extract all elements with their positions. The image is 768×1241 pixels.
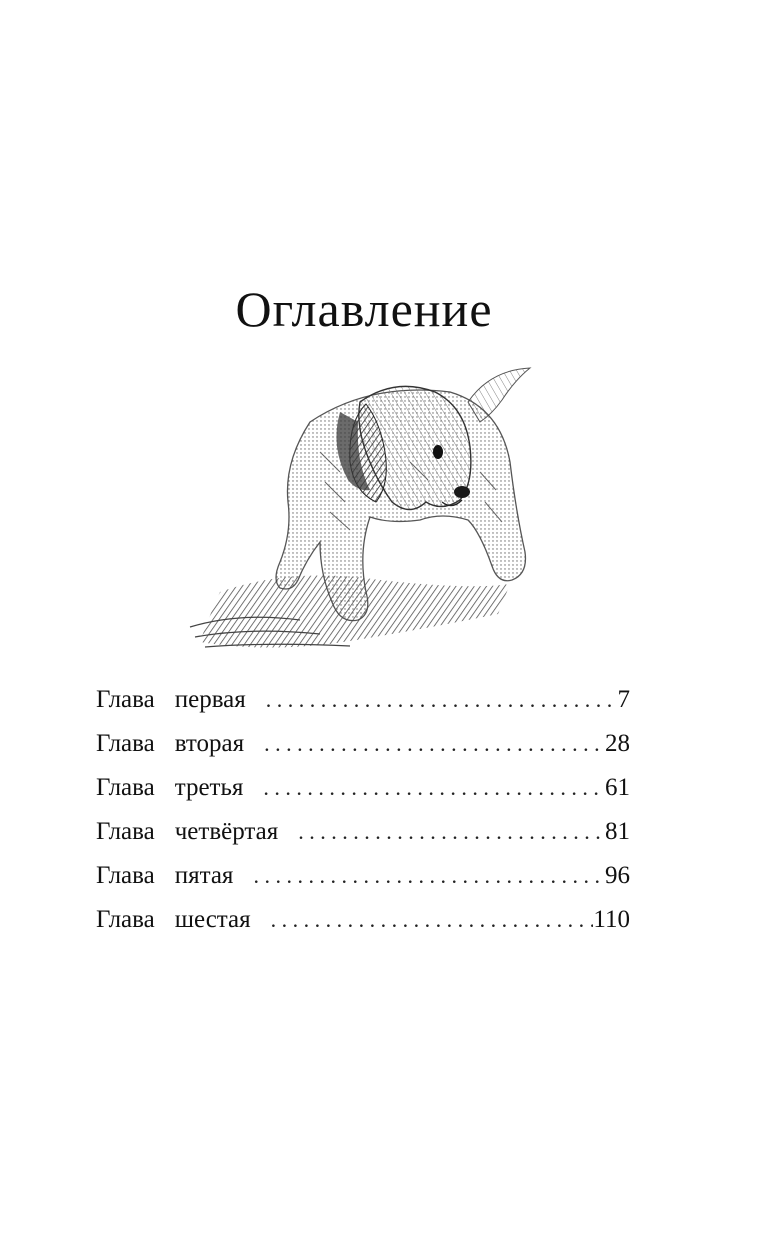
toc-entry-page: 28 (605, 730, 630, 757)
puppy-sketch-icon (180, 352, 580, 662)
toc-entry-label: Глава (96, 730, 155, 757)
toc-entry-page: 61 (605, 774, 630, 801)
toc-entry-name: шестая (174, 906, 251, 933)
table-of-contents (96, 678, 630, 942)
toc-entry[interactable] (96, 766, 630, 810)
toc-entry-name: четвёртая (174, 818, 279, 845)
toc-dot-leader (298, 810, 605, 854)
toc-entry-page: 110 (593, 906, 630, 933)
toc-entry-label: Глава (96, 774, 155, 801)
toc-entry[interactable] (96, 854, 630, 898)
toc-entry-label: Глава (96, 818, 155, 845)
page-title: Оглавление (235, 281, 493, 337)
toc-entry-name: третья (174, 774, 244, 801)
toc-entry-page: 7 (617, 686, 630, 713)
toc-entry[interactable] (96, 810, 630, 854)
toc-entry-page: 96 (605, 862, 630, 889)
toc-entry[interactable] (96, 722, 630, 766)
toc-entry-name: первая (174, 686, 246, 713)
toc-dot-leader (271, 898, 594, 942)
toc-entry-name: вторая (174, 730, 245, 757)
toc-dot-leader (253, 854, 605, 898)
toc-entry[interactable] (96, 898, 630, 942)
toc-dot-leader (263, 766, 605, 810)
toc-dot-leader (266, 678, 618, 722)
toc-entry-label: Глава (96, 906, 155, 933)
toc-entry-label: Глава (96, 862, 155, 889)
toc-dot-leader (264, 722, 605, 766)
toc-entry-page: 81 (605, 818, 630, 845)
toc-entry-name: пятая (174, 862, 234, 889)
toc-entry[interactable] (96, 678, 630, 722)
toc-entry-label: Глава (96, 686, 155, 713)
